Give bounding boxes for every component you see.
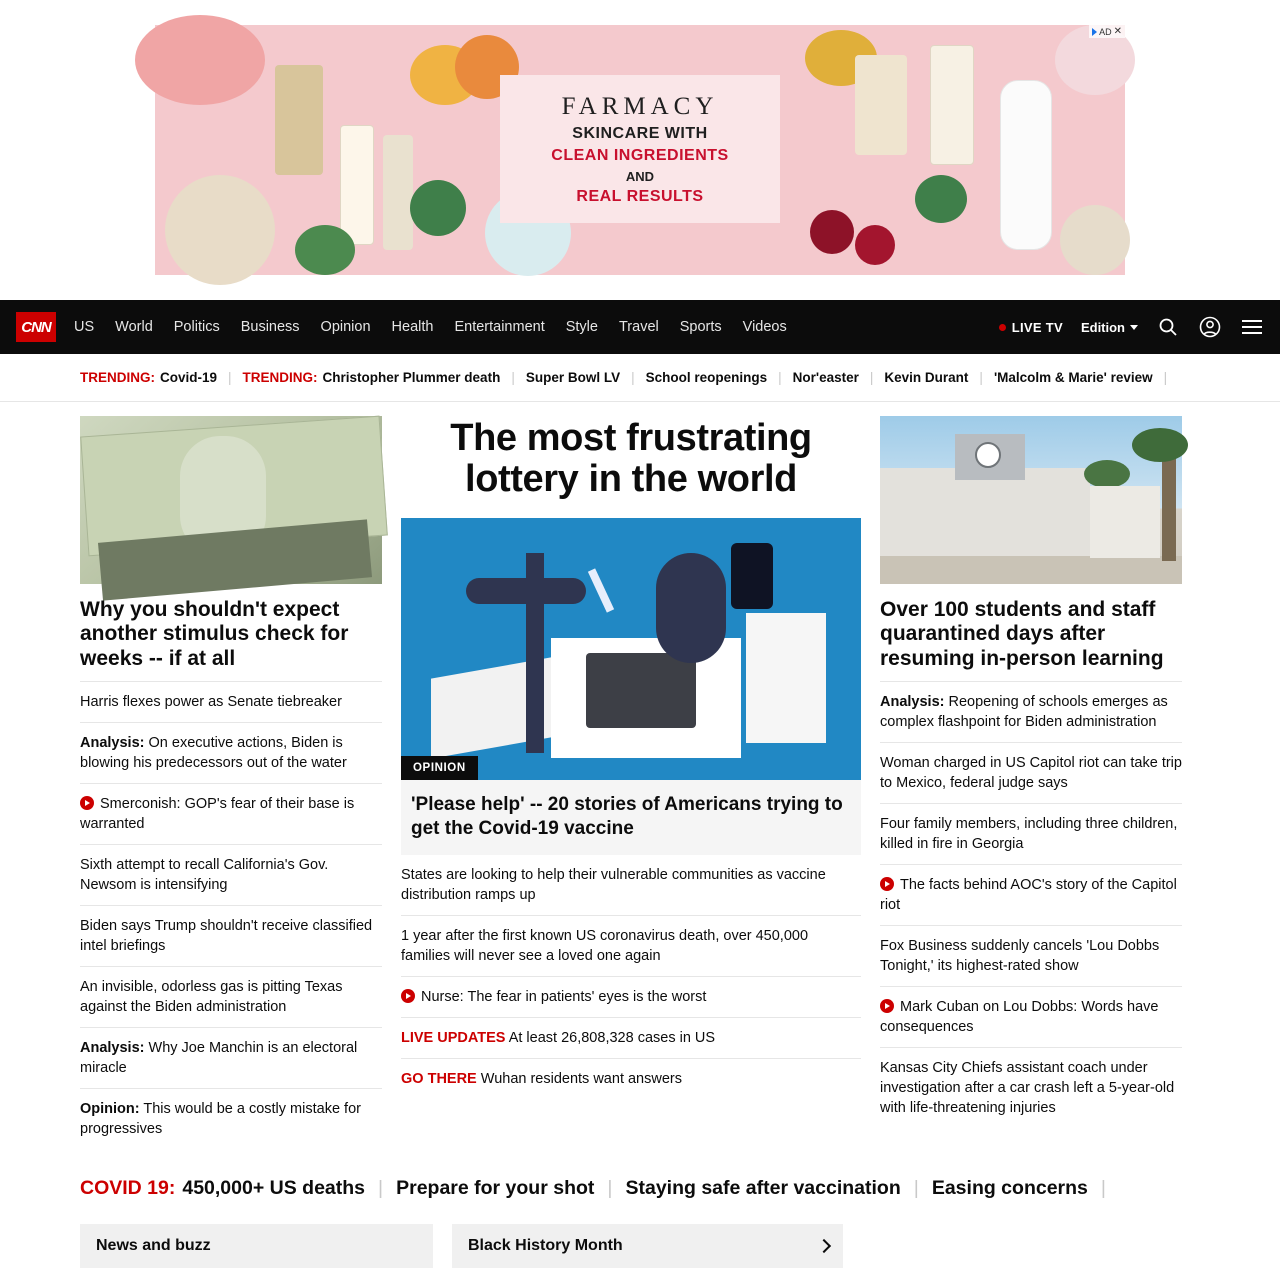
- divider: |: [913, 1177, 919, 1200]
- nav-item-world[interactable]: World: [115, 319, 153, 335]
- main-nav: [0, 300, 1280, 354]
- list-item-text: The facts behind AOC's story of the Capitol riot: [880, 877, 1177, 914]
- trending-text: 'Malcolm & Marie' review: [993, 370, 1153, 385]
- trending-text: Christopher Plummer death: [322, 370, 501, 385]
- trending-item-5[interactable]: [793, 370, 859, 385]
- list-item[interactable]: [80, 722, 382, 783]
- divider: |: [607, 1177, 613, 1200]
- stimulus-check-image[interactable]: [80, 416, 382, 584]
- trending-item-4[interactable]: [646, 370, 768, 385]
- panel-news-and-buzz[interactable]: [80, 1224, 433, 1268]
- ad-decor: [1000, 80, 1052, 250]
- divider: |: [511, 370, 515, 385]
- ad-decor: [410, 180, 466, 236]
- list-item[interactable]: [401, 1017, 861, 1058]
- ad-choices[interactable]: [1089, 25, 1125, 38]
- ad-decor: [855, 225, 895, 265]
- list-item[interactable]: [880, 803, 1182, 864]
- hero-title[interactable]: The most frustrating lottery in the world: [450, 417, 812, 501]
- list-item-text: Biden says Trump shouldn't receive classified intel briefings: [80, 918, 373, 955]
- bottom-panels: [0, 1218, 1280, 1268]
- divider: |: [979, 370, 983, 385]
- go-there-kicker: GO THERE: [401, 1071, 477, 1088]
- list-item-kicker: Analysis:: [80, 1040, 145, 1057]
- ad-line-4: REAL RESULTS: [576, 187, 704, 205]
- list-item-text: Sixth attempt to recall California's Gov. Newsom is intensifying: [80, 857, 329, 894]
- decor: [588, 568, 614, 612]
- decor: [586, 653, 696, 728]
- cnn-logo[interactable]: CNN: [16, 312, 56, 342]
- trending-item-3[interactable]: [526, 370, 620, 385]
- ad-banner[interactable]: [155, 25, 1125, 275]
- list-item[interactable]: [880, 864, 1182, 925]
- list-item-text: 1 year after the first known US coronavirus death, over 450,000 families will never see a loved one again: [401, 928, 809, 965]
- list-item-text: Reopening of schools emerges as complex flashpoint for Biden administration: [880, 694, 1168, 731]
- trending-label: TRENDING:: [242, 370, 318, 385]
- list-item[interactable]: [880, 925, 1182, 986]
- chevron-down-icon: [1130, 325, 1138, 330]
- covid-label: COVID 19:: [80, 1177, 176, 1200]
- trending-text: Super Bowl LV: [525, 370, 621, 385]
- left-headline[interactable]: Why you shouldn't expect another stimulus check for weeks -- if at all: [80, 598, 349, 670]
- ad-brand: FARMACY: [561, 92, 719, 120]
- nav-item-opinion[interactable]: Opinion: [320, 319, 371, 335]
- live-updates-kicker: LIVE UPDATES: [401, 1030, 506, 1047]
- school-image[interactable]: [880, 416, 1182, 584]
- panel-black-history-month[interactable]: [452, 1224, 805, 1268]
- ad-decor: [135, 15, 265, 105]
- palm-leaves: [1132, 428, 1188, 462]
- list-item[interactable]: [80, 966, 382, 1027]
- ad-line-1: SKINCARE WITH: [572, 124, 708, 142]
- decor: [880, 556, 1182, 584]
- list-item[interactable]: [80, 681, 382, 722]
- list-item-text: Kansas City Chiefs assistant coach under investigation after a car crash left a 5-year-old with life-threatening injuries: [880, 1060, 1175, 1117]
- list-item[interactable]: [80, 1027, 382, 1088]
- adchoices-icon: [1092, 28, 1097, 36]
- list-item-kicker: Analysis:: [880, 694, 945, 711]
- opinion-badge: OPINION: [401, 756, 478, 780]
- covid-item-prepare[interactable]: Prepare for your shot: [396, 1177, 595, 1200]
- panel-title: Black History Month: [468, 1237, 623, 1255]
- trending-item-1[interactable]: [80, 370, 217, 385]
- ad-line-3: AND: [625, 168, 655, 184]
- list-item[interactable]: [401, 976, 861, 1017]
- ad-decor: [340, 125, 374, 245]
- divider: |: [631, 370, 635, 385]
- ad-container: [0, 0, 1280, 300]
- user-icon[interactable]: [1198, 315, 1222, 339]
- ad-decor: [1060, 205, 1130, 275]
- center-column: [401, 416, 861, 1149]
- list-item-text: This would be a costly mistake for progressives: [80, 1101, 361, 1138]
- list-item[interactable]: [880, 986, 1182, 1047]
- list-item[interactable]: [80, 844, 382, 905]
- list-item[interactable]: [880, 742, 1182, 803]
- live-dot-icon: [999, 324, 1006, 331]
- list-item[interactable]: [80, 1088, 382, 1149]
- nav-item-politics[interactable]: Politics: [173, 319, 220, 335]
- hamburger-icon[interactable]: [1240, 315, 1264, 339]
- edition-label: Edition: [1080, 319, 1125, 335]
- ad-decor: [275, 65, 323, 175]
- covid-bar: [0, 1149, 1280, 1218]
- play-icon: [80, 796, 94, 810]
- ad-decor: [165, 175, 275, 285]
- ad-message: [500, 75, 780, 223]
- nav-links: [74, 319, 787, 335]
- edition-selector[interactable]: [1081, 320, 1138, 335]
- list-item-text: Four family members, including three children, killed in fire in Georgia: [880, 816, 1178, 853]
- ad-decor: [295, 225, 355, 275]
- list-item-text: An invisible, odorless gas is pitting Texas against the Biden administration: [80, 979, 343, 1016]
- ad-decor: [930, 45, 974, 165]
- left-column: [80, 416, 382, 1149]
- nav-item-us[interactable]: US: [74, 319, 95, 335]
- list-item-text: Harris flexes power as Senate tiebreaker: [80, 694, 342, 711]
- nav-item-entertainment[interactable]: Entertainment: [454, 319, 545, 335]
- ad-decor: [810, 210, 854, 254]
- covid-item-deaths[interactable]: 450,000+ US deaths: [182, 1177, 366, 1200]
- decor: [731, 543, 773, 609]
- nav-item-videos[interactable]: Videos: [742, 319, 787, 335]
- play-icon: [401, 989, 415, 1003]
- hero-headline[interactable]: 'Please help' -- 20 stories of Americans trying to get the Covid-19 vaccine: [401, 780, 861, 855]
- list-item-text: Why Joe Manchin is an electoral miracle: [80, 1040, 358, 1077]
- right-column: [880, 416, 1182, 1149]
- trending-text: Kevin Durant: [884, 370, 969, 385]
- list-item[interactable]: [401, 1058, 861, 1099]
- list-item-text: Smerconish: GOP's fear of their base is warranted: [80, 796, 355, 833]
- decor: [1090, 486, 1160, 558]
- right-headline[interactable]: Over 100 students and staff quarantined days after resuming in-person learning: [880, 598, 1164, 670]
- list-item-kicker: Opinion:: [80, 1101, 140, 1118]
- nav-item-business[interactable]: Business: [240, 319, 300, 335]
- divider: |: [378, 1177, 384, 1200]
- trending-label: TRENDING:: [80, 370, 155, 385]
- trending-item-2[interactable]: [243, 370, 501, 385]
- decor: [656, 553, 726, 663]
- ad-decor: [383, 135, 413, 250]
- list-item-text: Fox Business suddenly cancels 'Lou Dobbs Tonight,' its highest-rated show: [880, 938, 1160, 975]
- main-content: [0, 402, 1280, 1149]
- list-item[interactable]: [880, 1047, 1182, 1128]
- trending-text: School reopenings: [645, 370, 768, 385]
- clock-icon: [975, 442, 1001, 468]
- trending-item-6[interactable]: [884, 370, 968, 385]
- trending-text: Covid-19: [160, 370, 218, 385]
- list-item-text: Wuhan residents want answers: [480, 1071, 682, 1088]
- list-item-kicker: Analysis:: [80, 735, 145, 752]
- list-item[interactable]: [80, 783, 382, 844]
- divider: |: [1163, 370, 1168, 385]
- list-item-text: Nurse: The fear in patients' eyes is the worst: [421, 989, 707, 1006]
- decor: [880, 468, 1090, 558]
- divider: |: [228, 370, 232, 385]
- divider: |: [1100, 1177, 1106, 1200]
- palm-trunk: [1162, 446, 1176, 561]
- list-item-text: Mark Cuban on Lou Dobbs: Words have consequences: [880, 999, 1159, 1036]
- divider: |: [869, 370, 874, 385]
- hero-image[interactable]: [401, 518, 861, 780]
- list-item[interactable]: [401, 915, 861, 976]
- covid-item-easing-concerns[interactable]: Easing concerns: [931, 1177, 1088, 1200]
- nav-right: [999, 315, 1264, 339]
- nav-item-style[interactable]: Style: [565, 319, 598, 335]
- ad-decor: [855, 55, 907, 155]
- play-icon: [880, 877, 894, 891]
- nav-item-sports[interactable]: Sports: [679, 319, 722, 335]
- ad-line-2: CLEAN INGREDIENTS: [551, 146, 729, 164]
- list-item-text: States are looking to help their vulnerable communities as vaccine distribution ramps up: [401, 867, 826, 904]
- ad-decor: [915, 175, 967, 223]
- list-item[interactable]: [880, 681, 1182, 742]
- live-tv-label: LIVE TV: [1011, 319, 1063, 335]
- trending-bar: [0, 354, 1280, 402]
- live-tv-button[interactable]: [999, 320, 1063, 335]
- decor: [466, 578, 586, 604]
- chevron-right-icon[interactable]: [805, 1224, 843, 1268]
- close-icon[interactable]: ✕: [1113, 26, 1122, 37]
- list-item-text: At least 26,808,328 cases in US: [508, 1030, 716, 1047]
- list-item-text: Woman charged in US Capitol riot can take trip to Mexico, federal judge says: [880, 755, 1182, 792]
- divider: |: [778, 370, 782, 385]
- play-icon: [880, 999, 894, 1013]
- nav-item-health[interactable]: Health: [391, 319, 434, 335]
- hamburger-lines: [1242, 320, 1262, 334]
- nav-item-travel[interactable]: Travel: [618, 319, 659, 335]
- adchoices-label: AD: [1099, 26, 1112, 37]
- search-icon[interactable]: [1156, 315, 1180, 339]
- covid-item-staying-safe[interactable]: Staying safe after vaccination: [625, 1177, 901, 1200]
- list-item-text: On executive actions, Biden is blowing his predecessors out of the water: [80, 735, 347, 772]
- list-item[interactable]: [401, 855, 861, 915]
- panel-title: News and buzz: [96, 1237, 211, 1255]
- trending-item-7[interactable]: [994, 370, 1153, 385]
- decor: [746, 613, 826, 743]
- chevron-shape: [817, 1239, 831, 1253]
- trending-text: Nor'easter: [792, 370, 859, 385]
- list-item[interactable]: [80, 905, 382, 966]
- palm-leaves: [1084, 460, 1130, 488]
